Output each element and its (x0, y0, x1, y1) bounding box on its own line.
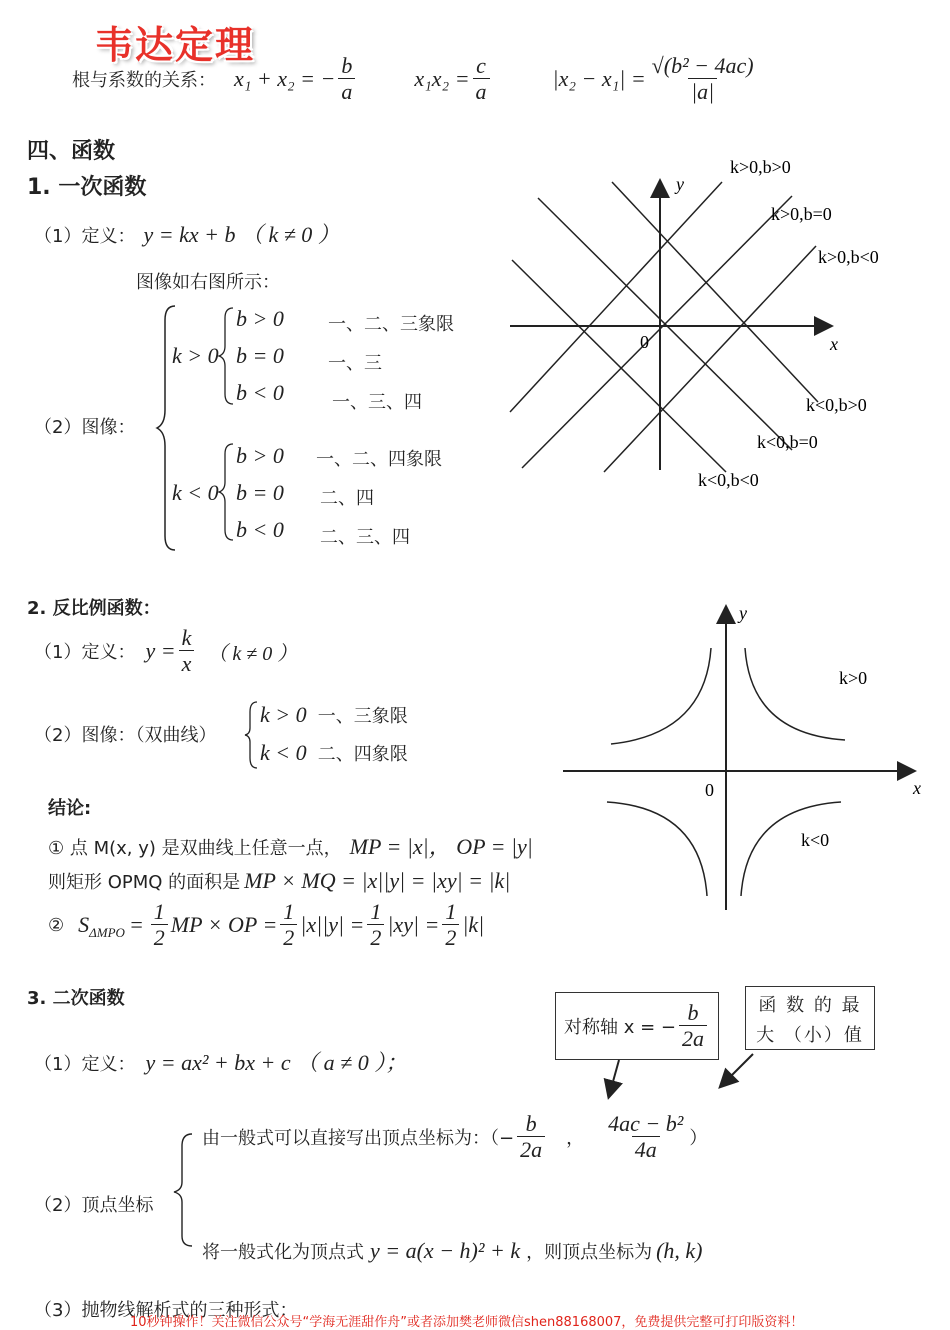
quadratic-definition (34, 1046, 407, 1077)
box-arrows (595, 1050, 765, 1102)
conclusion-2 (48, 868, 510, 894)
conclusion-3-num: ② (48, 914, 65, 936)
section-heading: 四、函数 (27, 139, 116, 164)
vertex-close: ） (689, 1128, 708, 1150)
vertex-y-num: 4ac − b² (608, 1111, 684, 1136)
kneg-row (236, 517, 410, 554)
inverse-def-den: x (179, 650, 195, 676)
quadratic-heading: 3. 二次函数 (27, 988, 125, 1009)
conclusion-1-formula: MP = |x|， OP = |y| (349, 834, 533, 859)
vieta-lead: 根与系数的关系： (72, 70, 216, 92)
triangle-part-4: |k| (462, 912, 485, 938)
kpos-row-desc: 一、三、四 (332, 392, 422, 413)
kpos-rows (236, 306, 454, 417)
x-axis-label: x (913, 778, 921, 798)
kneg-row-desc: 二、三、四 (320, 527, 410, 548)
conclusion-1 (48, 830, 533, 861)
vieta-relations (72, 54, 760, 104)
triangle-part-1: MP × OP = (170, 912, 278, 938)
conclusion-2-formula: MP × MQ = |x||y| = |xy| = |k| (244, 868, 511, 893)
kpos-row (236, 306, 454, 343)
linear-heading: 1. 一次函数 (27, 175, 147, 200)
vieta-prod-lhs: x₁x₂ = (414, 66, 470, 92)
line-kpos-bpos (510, 182, 722, 412)
line-label: k>0,b>0 (730, 157, 791, 177)
quadratic-def-label: （1）定义： (34, 1054, 136, 1075)
inverse-def-cond: （ k ≠ 0 ） (207, 642, 298, 665)
conclusion-title: 结论: (48, 798, 92, 819)
inverse-row-desc: 一、三象限 (317, 706, 408, 727)
inverse-def-y: y = (145, 638, 176, 664)
equals: = (128, 912, 144, 938)
vertex-x-den: 2a (517, 1136, 545, 1162)
y-axis-label: y (676, 174, 684, 194)
conclusion-3 (48, 900, 484, 950)
inverse-def-fraction (179, 626, 195, 676)
vertex-line-1 (202, 1112, 707, 1162)
inverse-def-label: （1）定义： (34, 642, 136, 664)
vieta-sum-fraction (338, 54, 355, 104)
triangle-area-symbol: S (78, 912, 90, 938)
linear-graph (500, 150, 920, 500)
line-label: k<0,b>0 (806, 395, 867, 415)
vertex-line-1-text: 由一般式可以直接写出顶点坐标为：（− (202, 1128, 515, 1150)
linear-graph-intro: 图像如右图所示： (136, 272, 280, 293)
vertex-label: （2）顶点坐标 (34, 1195, 154, 1216)
kneg-row-cond: b = 0 (236, 480, 284, 505)
linear-definition (34, 218, 340, 249)
axis-box-text: 对称轴 x = − (564, 1017, 676, 1038)
half-den: 2 (280, 924, 297, 950)
triangle-part-3: |xy| = (387, 912, 440, 938)
half-num: 1 (445, 899, 457, 924)
branch-q3 (607, 802, 707, 896)
vieta-diff-den: |a| (688, 78, 717, 104)
inverse-def-num: k (181, 625, 192, 650)
line-kneg-bneg (512, 260, 726, 472)
vertex-x-num: b (525, 1111, 537, 1136)
inverse-row (260, 740, 408, 766)
axis-box-fraction (679, 1001, 707, 1051)
vertex-line-2-suffix: ，则顶点坐标为 (526, 1242, 653, 1263)
vertex-y-den: 4a (632, 1136, 660, 1162)
half-den: 2 (442, 924, 459, 950)
origin-label: 0 (705, 780, 714, 800)
half-den: 2 (151, 924, 168, 950)
kneg-graph-label: k<0 (801, 830, 830, 850)
axis-box-den: 2a (679, 1025, 707, 1051)
kneg-row-cond: b < 0 (236, 517, 284, 542)
origin-label: 0 (640, 332, 649, 352)
half-fraction (442, 900, 459, 950)
line-label: k<0,b=0 (757, 432, 818, 452)
kneg-row-cond: b > 0 (236, 443, 284, 468)
branch-q2 (611, 648, 711, 744)
kpos-row (236, 380, 422, 417)
inverse-row-cond: k < 0 (260, 740, 307, 765)
inverse-row-desc: 二、四象限 (317, 744, 408, 765)
axis-box-num: b (687, 999, 699, 1025)
vertex-line-2-text: 将一般式化为顶点式 (202, 1242, 364, 1263)
three-forms-heading: （3）抛物线解析式的三种形式： (34, 1300, 298, 1321)
vieta-title: 韦达定理 (95, 23, 256, 67)
vertex-point: (h, k) (656, 1238, 703, 1263)
line-label: k>0,b=0 (771, 204, 832, 224)
half-fraction (151, 900, 168, 950)
vieta-prod-fraction (473, 54, 490, 104)
triangle-area-subscript: ΔMPO (89, 925, 125, 941)
half-den: 2 (367, 924, 384, 950)
y-axis-label: y (739, 603, 747, 623)
linear-def-label: （1）定义： (34, 226, 136, 247)
arrow-down-icon (721, 1054, 753, 1086)
vertex-form-formula: y = a(x − h)² + k (370, 1238, 521, 1263)
hyperbola-graph (555, 598, 935, 913)
kpos-row-cond: b > 0 (236, 306, 284, 331)
half-fraction (280, 900, 297, 950)
linear-graph-label: （2）图像： (34, 417, 136, 438)
half-num: 1 (283, 899, 295, 924)
branch-q1 (745, 648, 845, 740)
vertex-x-fraction (517, 1112, 545, 1162)
vieta-sum-den: a (338, 78, 355, 104)
kneg-label: k < 0 (172, 480, 219, 505)
kneg-row-desc: 二、四 (320, 488, 374, 509)
conclusion-1-text: ① 点 M(x, y) 是双曲线上任意一点， (48, 838, 342, 859)
inverse-definition (34, 626, 297, 676)
vieta-diff-fraction (649, 54, 757, 104)
kpos-row (236, 343, 382, 380)
inverse-graph-label: （2）图像：（双曲线） (34, 725, 217, 746)
vieta-diff-num: √(b² − 4ac) (651, 53, 754, 78)
inverse-row (260, 702, 408, 728)
linear-braces (155, 300, 245, 555)
footer-note: 10秒钟操作！关注微信公众号“学海无涯甜作舟”或者添加樊老师微信shen88168007，免费提供完整可打印版资料！ (130, 1315, 804, 1330)
x-axis-label: x (830, 334, 838, 354)
vieta-diff-lhs: |x₂ − x₁| = (552, 66, 646, 92)
inverse-heading: 2. 反比例函数： (27, 598, 161, 619)
linear-def-formula: y = kx + b （ k ≠ 0 ） (143, 222, 340, 247)
vieta-prod-num: c (476, 53, 486, 78)
arrow-down-icon (609, 1060, 619, 1096)
line-label: k<0,b<0 (698, 470, 759, 490)
line-label: k>0,b<0 (818, 247, 879, 267)
half-num: 1 (370, 899, 382, 924)
half-fraction (367, 900, 384, 950)
extreme-value-box: 函 数 的 最 大 （小）值 (745, 986, 875, 1050)
quadratic-def-formula: y = ax² + bx + c （ a ≠ 0 ）； (145, 1050, 408, 1075)
kpos-brace (219, 308, 233, 404)
kneg-row-desc: 一、二、四象限 (316, 449, 442, 470)
kpos-row-desc: 一、二、三象限 (328, 314, 454, 335)
vieta-sum-num: b (341, 53, 353, 78)
vertex-line-2 (202, 1238, 703, 1264)
vertex-brace (172, 1130, 196, 1250)
vertex-comma: ， (566, 1128, 585, 1150)
conclusion-2-text: 则矩形 OPMQ 的面积是 (48, 872, 241, 893)
vertex-y-fraction (605, 1112, 686, 1162)
kpos-row-cond: b = 0 (236, 343, 284, 368)
kpos-row-cond: b < 0 (236, 380, 284, 405)
half-num: 1 (153, 899, 165, 924)
triangle-part-2: |x||y| = (300, 912, 365, 938)
inverse-row-cond: k > 0 (260, 702, 307, 727)
vieta-sum-lhs: x₁ + x₂ = − (234, 66, 336, 92)
kneg-brace (219, 444, 233, 540)
kneg-row (236, 443, 442, 480)
kpos-row-desc: 一、三 (328, 353, 382, 374)
kpos-label: k > 0 (172, 343, 219, 368)
vieta-prod-den: a (473, 78, 490, 104)
kneg-rows (236, 443, 442, 554)
kpos-graph-label: k>0 (839, 668, 868, 688)
kneg-row (236, 480, 374, 517)
